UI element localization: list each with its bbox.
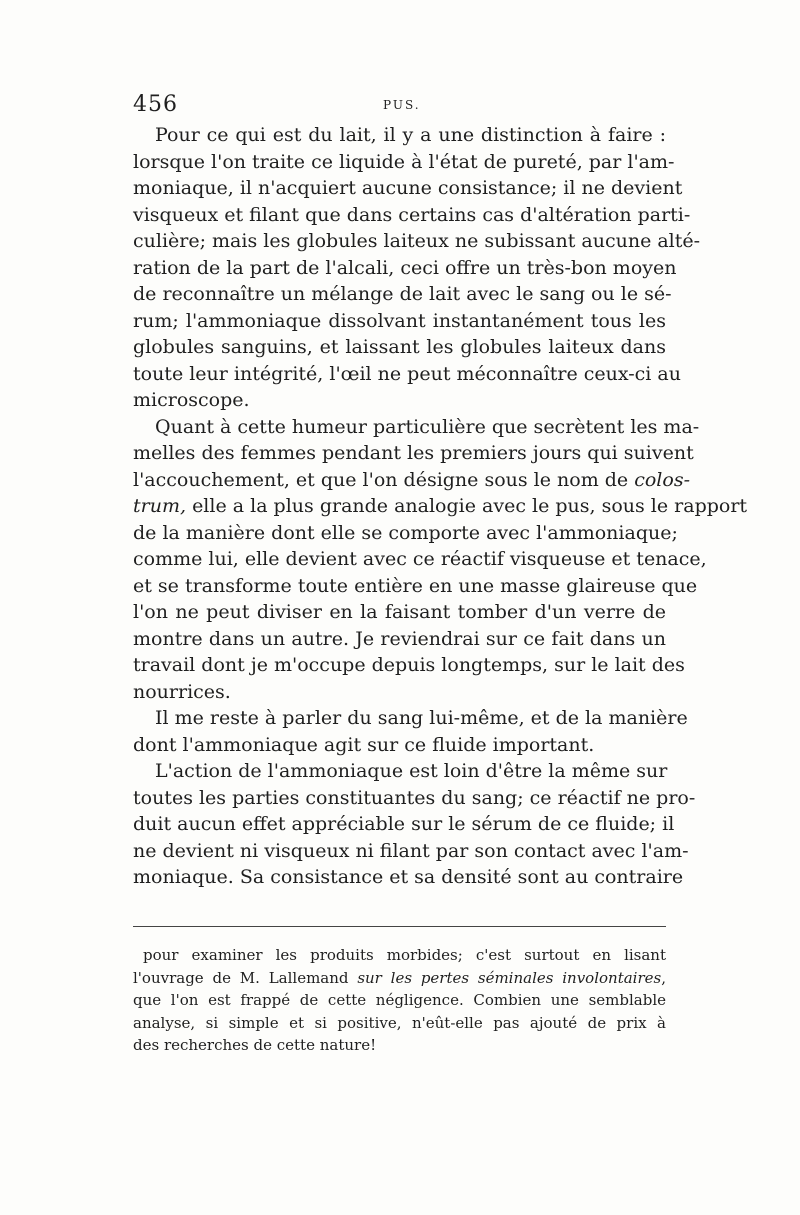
text-line-with-italic [133, 467, 690, 494]
text-segment: , [661, 968, 666, 987]
footnote-line-with-italic [133, 967, 666, 990]
text-line: Il me reste à parler du sang lui-même, et de la manière [155, 707, 688, 729]
running-title: PUS. [383, 98, 421, 112]
footnote [133, 944, 666, 1057]
text-line: nourrices. [133, 680, 231, 703]
footnote-line: pour examiner les produits morbides; c'est surtout en lisant [143, 946, 666, 964]
page-number: 456 [133, 92, 178, 117]
text-line: comme lui, elle devient avec ce réactif visqueuse et tenace, [133, 548, 707, 570]
text-line: Pour ce qui est du lait, il y a une distinction à faire : [155, 124, 666, 146]
text-line: globules sanguins, et laissant les globules laiteux dans [133, 336, 666, 358]
text-line: ration de la part de l'alcali, ceci offre un très-bon moyen [133, 256, 677, 279]
text-line: duit aucun effet appréciable sur le sérum de ce fluide; il [133, 813, 675, 835]
text-line: lorsque l'on traite ce liquide à l'état de pureté, par l'am- [133, 150, 675, 173]
italic-term: colos- [634, 468, 690, 491]
body-text [133, 122, 748, 891]
footnote-line: des recherches de cette nature! [133, 1036, 377, 1054]
text-line: et se transforme toute entière en une masse glaireuse que [133, 574, 698, 597]
text-line: montre dans un autre. Je reviendrai sur ce fait dans un [133, 627, 666, 650]
text-line: travail dont je m'occupe depuis longtemps, sur le lait des [133, 654, 685, 676]
text-line: rum; l'ammoniaque dissolvant instantanément tous les [133, 309, 666, 332]
text-segment: l'ouvrage de M. Lallemand [133, 968, 358, 987]
text-line-with-italic [133, 493, 748, 520]
text-line: toute leur intégrité, l'œil ne peut méconnaître ceux-ci au [133, 362, 681, 385]
text-line: visqueux et filant que dans certains cas d'altération parti- [133, 203, 691, 226]
text-line: moniaque, il n'acquiert aucune consistance; il ne devient [133, 177, 683, 199]
text-segment: l'accouchement, et que l'on désigne sous le nom de [133, 468, 629, 491]
text-line: toutes les parties constituantes du sang; ce réactif ne pro- [133, 786, 696, 809]
text-line: l'on ne peut diviser en la faisant tomber d'un verre de [133, 601, 666, 623]
text-line: culière; mais les globules laiteux ne subissant aucune alté- [133, 230, 701, 252]
text-line: moniaque. Sa consistance et sa densité sont au contraire [133, 866, 684, 888]
page-header [133, 92, 673, 118]
italic-title: sur les pertes séminales involontaires [357, 968, 662, 987]
text-line: dont l'ammoniaque agit sur ce fluide important. [133, 733, 595, 756]
text-segment: elle a la plus grande analogie avec le pus, sous le rapport [192, 495, 748, 517]
footnote-rule [133, 926, 666, 927]
text-line: de reconnaître un mélange de lait avec le sang ou le sé- [133, 283, 672, 305]
text-line: L'action de l'ammoniaque est loin d'être la même sur [155, 760, 668, 782]
text-line: melles des femmes pendant les premiers jours qui suivent [133, 442, 694, 464]
text-line: microscope. [133, 389, 250, 411]
footnote-line: analyse, si simple et si positive, n'eût-elle pas ajouté de prix à [133, 1013, 666, 1032]
text-line: ne devient ni visqueux ni filant par son contact avec l'am- [133, 839, 689, 862]
footnote-line: que l'on est frappé de cette négligence. Combien une semblable [133, 991, 666, 1009]
text-line: Quant à cette humeur particulière que secrètent les ma- [155, 415, 700, 438]
text-line: de la manière dont elle se comporte avec l'ammoniaque; [133, 521, 678, 544]
italic-term: trum, [133, 495, 187, 517]
